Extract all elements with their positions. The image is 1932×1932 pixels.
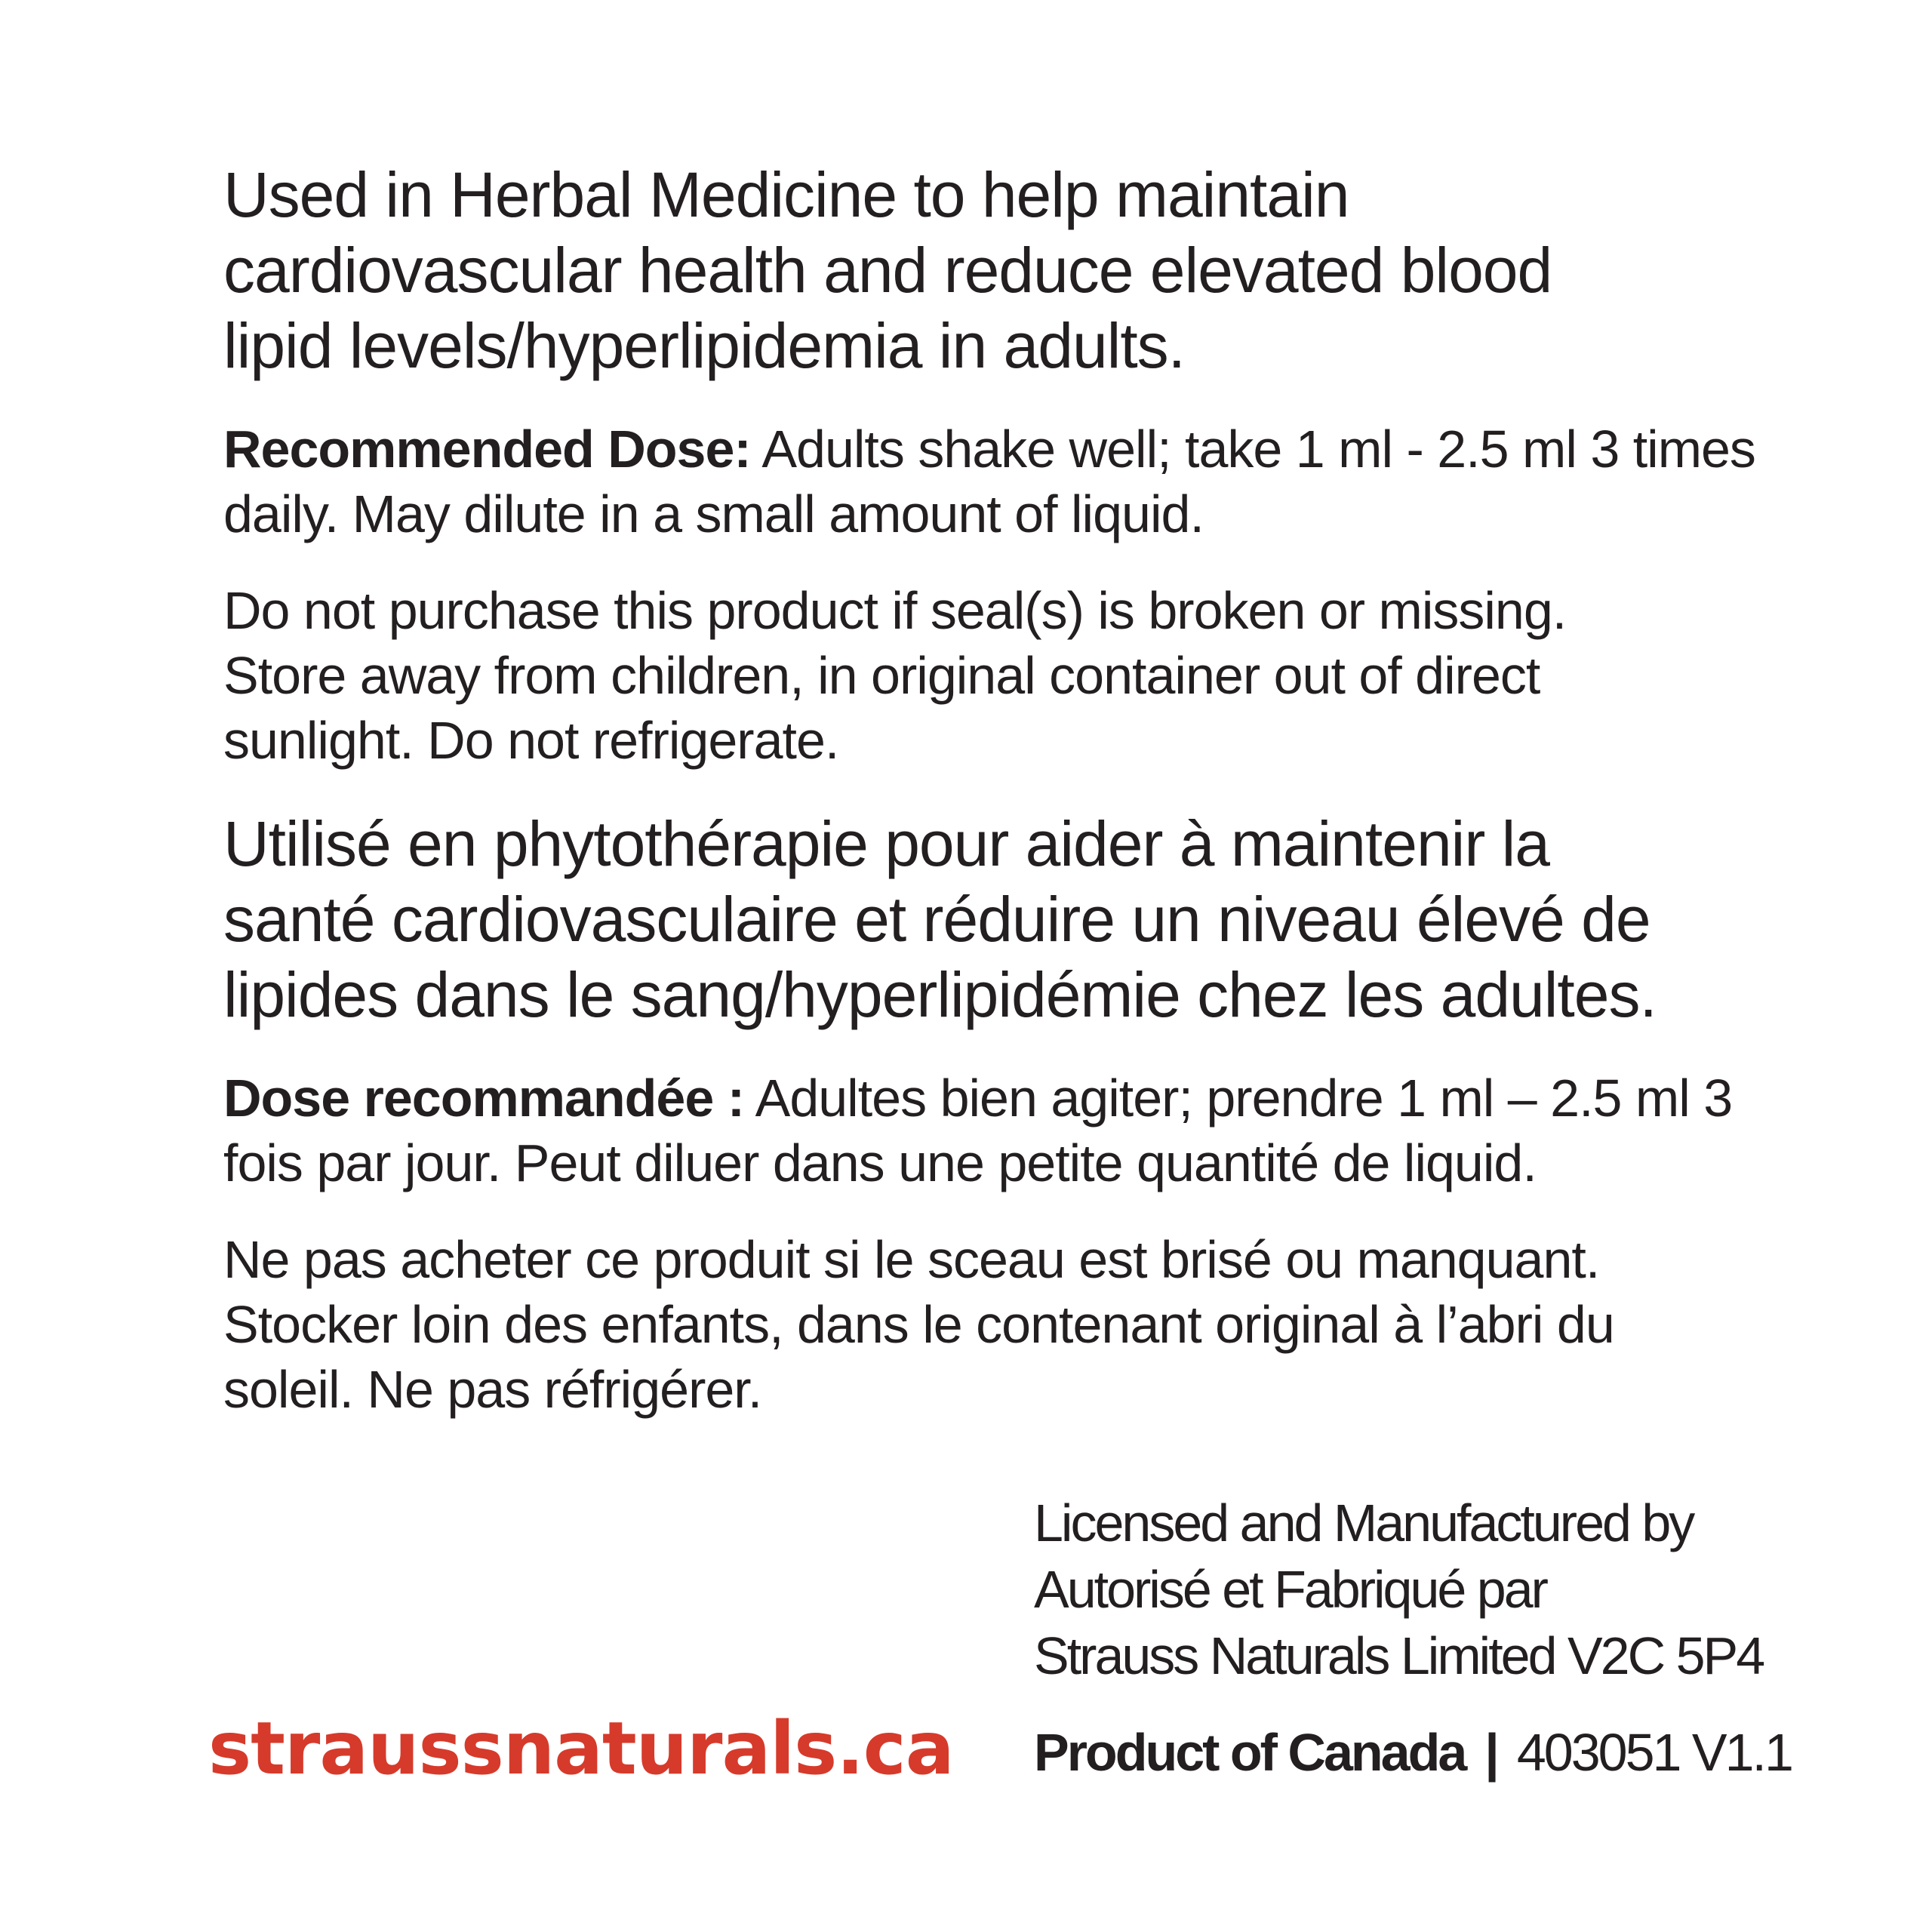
english-storage-line-3: sunlight. Do not refrigerate. [223, 711, 839, 770]
english-storage-line-1: Do not purchase this product if seal(s) is broken or missing. [223, 581, 1567, 640]
product-code: 403051 V1.1 [1516, 1723, 1792, 1782]
product-of-canada: Product of Canada [1034, 1723, 1466, 1782]
manufacturer-line-2: Autorisé et Fabriqué par [1034, 1560, 1546, 1619]
manufacturer-line-1: Licensed and Manufactured by [1034, 1494, 1694, 1552]
french-dose-line-1: Adultes bien agiter; prendre 1 ml – 2.5 ml 3 [744, 1069, 1733, 1128]
english-dose-instructions [223, 417, 1808, 546]
french-storage-line-2: Stocker loin des enfants, dans le contenant original à l’abri du [223, 1295, 1614, 1354]
english-usage-statement [223, 157, 1808, 383]
french-usage-statement [223, 806, 1808, 1032]
french-dose-instructions [223, 1066, 1808, 1195]
french-dose-label: Dose recommandée : [223, 1069, 745, 1128]
english-usage-line-1: Used in Herbal Medicine to help maintain [223, 159, 1349, 230]
manufacturer-line-3: Strauss Naturals Limited V2C 5P4 [1034, 1626, 1764, 1685]
english-usage-line-3: lipid levels/hyperlipidemia in adults. [223, 310, 1186, 381]
english-dose-label: Recommended Dose: [223, 420, 751, 478]
brand-website[interactable]: straussnaturals.ca [208, 1706, 954, 1791]
product-origin-line [1034, 1719, 1792, 1786]
english-storage-line-2: Store away from children, in original container out of direct [223, 646, 1540, 705]
french-storage-warning [223, 1227, 1808, 1422]
french-storage-line-3: soleil. Ne pas réfrigérer. [223, 1360, 762, 1419]
manufacturer-info [1034, 1490, 1763, 1689]
english-usage-line-2: cardiovascular health and reduce elevated blood [223, 235, 1552, 306]
english-dose-line-1: Adults shake well; take 1 ml - 2.5 ml 3 times [750, 420, 1755, 478]
french-usage-line-1: Utilisé en phytothérapie pour aider à maintenir la [223, 808, 1550, 879]
french-dose-line-2: fois par jour. Peut diluer dans une petite quantité de liquid. [223, 1134, 1537, 1192]
english-dose-line-2: daily. May dilute in a small amount of liquid. [223, 485, 1204, 543]
separator-bar: | [1484, 1723, 1497, 1782]
french-storage-line-1: Ne pas acheter ce produit si le sceau est brisé ou manquant. [223, 1230, 1600, 1289]
french-usage-line-2: santé cardiovasculaire et réduire un niveau élevé de [223, 884, 1651, 955]
english-storage-warning [223, 578, 1808, 773]
french-usage-line-3: lipides dans le sang/hyperlipidémie chez les adultes. [223, 959, 1657, 1030]
